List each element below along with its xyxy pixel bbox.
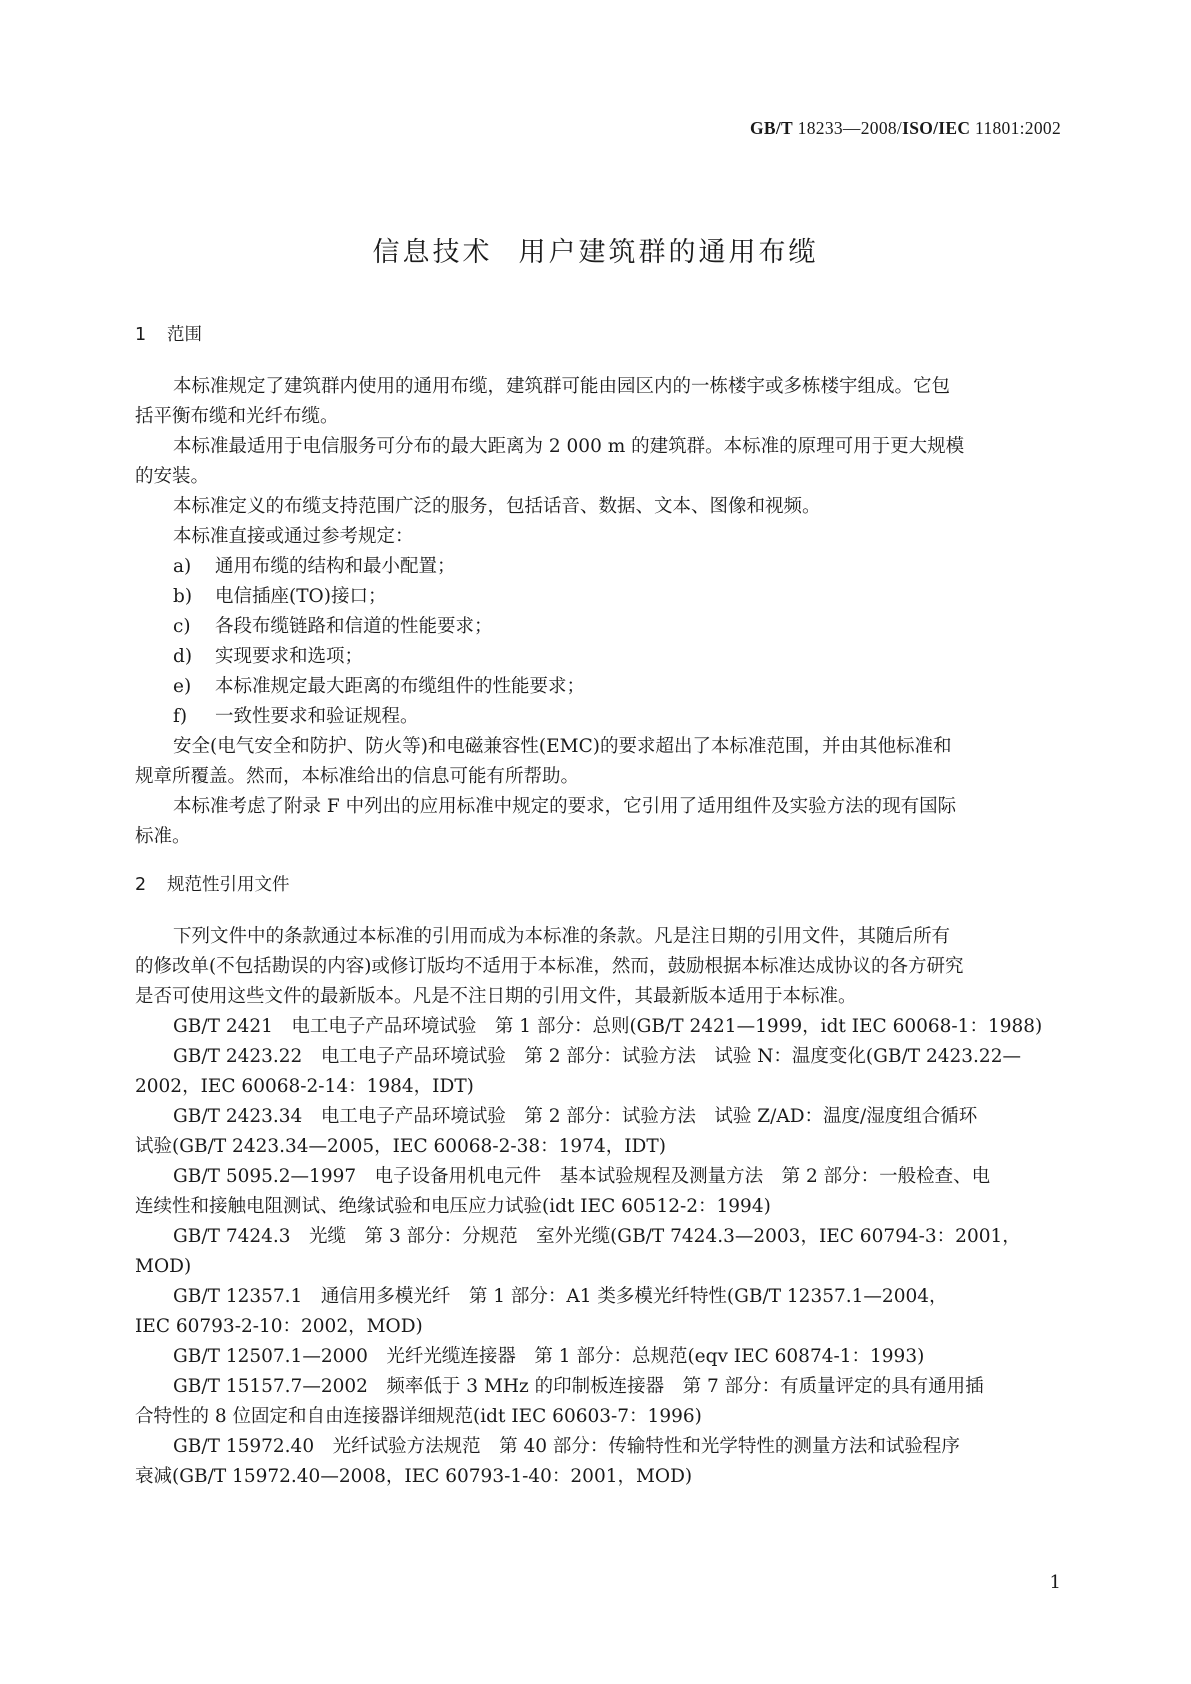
reference-entry: GB/T 15157.7—2002 频率低于 3 MHz 的印制板连接器 第 7 部分：有质量评定的具有通用插 合特性的 8 位固定和自由连接器详细规范(idt IEC 60603-7：1996) — [135, 1376, 984, 1427]
reference-entry: GB/T 5095.2—1997 电子设备用机电元件 基本试验规程及测量方法 第 2 部分：一般检查、电 连续性和接触电阻测试、绝缘试验和电压应力试验(idt IEC 60512-2：1994) — [135, 1166, 991, 1217]
list-item: c) 各段布缆链路和信道的性能要求； — [173, 616, 493, 637]
reference-entry: GB/T 2423.34 电工电子产品环境试验 第 2 部分：试验方法 试验 Z/AD：温度/湿度组合循环 试验(GB/T 2423.34—2005，IEC 60068-2-38：1974，IDT) — [135, 1106, 978, 1157]
reference-entry: GB/T 12357.1 通信用多模光纤 第 1 部分：A1 类多模光纤特性(GB/T 12357.1—2004， IEC 60793-2-10：2002，MOD) — [135, 1286, 948, 1337]
document-code-header: GB/T 18233—2008/ISO/IEC 11801:2002 — [749, 118, 1061, 138]
section-1-paragraph-2: 本标准最适用于电信服务可分布的最大距离为 2 000 m 的建筑群。本标准的原理可用于更大规模 的安装。 — [135, 436, 965, 487]
section-1-paragraph-5: 安全(电气安全和防护、防火等)和电磁兼容性(EMC)的要求超出了本标准范围，并由其他标准和 规章所覆盖。然而，本标准给出的信息可能有所帮助。 — [135, 736, 952, 787]
list-item: d) 实现要求和选项； — [173, 646, 364, 667]
section-1-paragraph-6: 本标准考虑了附录 F 中列出的应用标准中规定的要求，它引用了适用组件及实验方法的现有国际 标准。 — [135, 796, 957, 847]
document-body — [135, 320, 1060, 1492]
document-title: 信息技术 用户建筑群的通用布缆 — [372, 237, 819, 268]
reference-entry: GB/T 7424.3 光缆 第 3 部分：分规范 室外光缆(GB/T 7424.3—2003，IEC 60794-3：2001， MOD) — [135, 1226, 1021, 1277]
list-item: a) 通用布缆的结构和最小配置； — [173, 556, 456, 577]
list-item: f) 一致性要求和验证规程。 — [173, 706, 419, 727]
section-2-intro: 下列文件中的条款通过本标准的引用而成为本标准的条款。凡是注日期的引用文件，其随后所有 的修改单(不包括勘误的内容)或修订版均不适用于本标准，然而，鼓励根据本标准达成协议的各方研究 是否可使用这些文件的最新版本。凡是不注日期的引用文件，其最新版本适用于本标准。 — [135, 926, 964, 1007]
section-1-paragraph-4: 本标准直接或通过参考规定： — [173, 526, 414, 547]
page-number: 1 — [1049, 1572, 1061, 1593]
reference-entry: GB/T 15972.40 光纤试验方法规范 第 40 部分：传输特性和光学特性的测量方法和试验程序 衰减(GB/T 15972.40—2008，IEC 60793-1-40：2001，MOD) — [135, 1436, 960, 1487]
reference-entry: GB/T 12507.1—2000 光纤光缆连接器 第 1 部分：总规范(eqv IEC 60874-1：1993) — [173, 1346, 925, 1367]
section-1-heading: 1 范围 — [135, 325, 202, 345]
section-2-heading: 2 规范性引用文件 — [135, 875, 290, 895]
section-1-paragraph-1: 本标准规定了建筑群内使用的通用布缆，建筑群可能由园区内的一栋楼宇或多栋楼宇组成。它包 括平衡布缆和光纤布缆。 — [135, 376, 951, 427]
list-item: e) 本标准规定最大距离的布缆组件的性能要求； — [173, 676, 586, 697]
section-1-paragraph-3: 本标准定义的布缆支持范围广泛的服务，包括话音、数据、文本、图像和视频。 — [173, 496, 821, 517]
list-item: b) 电信插座(TO)接口； — [173, 586, 387, 607]
reference-entry: GB/T 2421 电工电子产品环境试验 第 1 部分：总则(GB/T 2421—1999，idt IEC 60068-1：1988) — [173, 1016, 1043, 1037]
reference-entry: GB/T 2423.22 电工电子产品环境试验 第 2 部分：试验方法 试验 N：温度变化(GB/T 2423.22— 2002，IEC 60068-2-14：1984，IDT) — [135, 1046, 1021, 1097]
